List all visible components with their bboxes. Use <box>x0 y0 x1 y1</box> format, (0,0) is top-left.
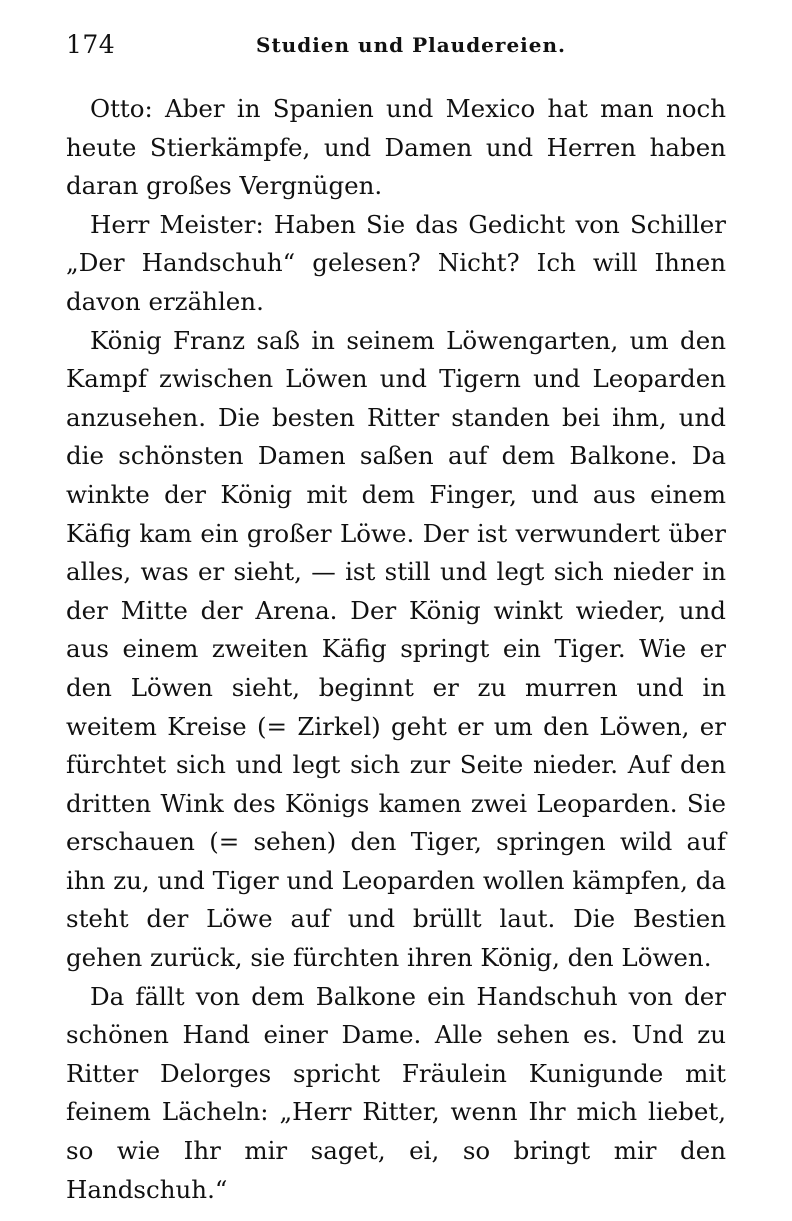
paragraph-koenig-franz: König Franz saß in seinem Löwengarten, um den Kampf zwischen Löwen und Tigern und Leoparden anzusehen. Die besten Ritter standen bei ihm, und die schönsten Damen saßen auf dem Balkone. Da winkte der König mit dem Finger, und aus einem Käfig kam ein großer Löwe. Der ist verwundert über alles, was er sieht, — ist still und legt sich nieder in der Mitte der Arena. Der König winkt wieder, und aus einem zweiten Käfig springt ein Tiger. Wie er den Löwen sieht, beginnt er zu murren und in weitem Kreise (= Zirkel) geht er um den Löwen, er fürchtet sich und legt sich zur Seite nieder. Auf den dritten Wink des Königs kamen zwei Leoparden. Sie erschauen (= sehen) den Tiger, springen wild auf ihn zu, und Tiger und Leoparden wollen kämpfen, da steht der Löwe auf und brüllt laut. Die Bestien gehen zurück, sie fürchten ihren König, den Löwen. <box>66 325 726 973</box>
page-number: 174 <box>66 30 116 59</box>
paragraph-otto: Otto: Aber in Spanien und Mexico hat man noch heute Stierkämpfe, und Damen und Herren haben daran großes Vergnügen. <box>66 94 726 201</box>
paragraph-herr-meister: Herr Meister: Haben Sie das Gedicht von Schiller „Der Handschuh“ gelesen? Nicht? Ich will Ihnen davon erzählen. <box>66 209 726 316</box>
body-text <box>66 90 726 1209</box>
running-title: Studien und Plaudereien. <box>256 33 566 57</box>
page-header <box>66 30 726 70</box>
paragraph-handschuh: Da fällt von dem Balkone ein Handschuh von der schönen Hand einer Dame. Alle sehen es. Und zu Ritter Delorges spricht Fräulein Kunigunde mit feinem Lächeln: „Herr Ritter, wenn Ihr mich liebet, so wie Ihr mir saget, ei, so bringt mir den Handschuh.“ <box>66 981 726 1204</box>
